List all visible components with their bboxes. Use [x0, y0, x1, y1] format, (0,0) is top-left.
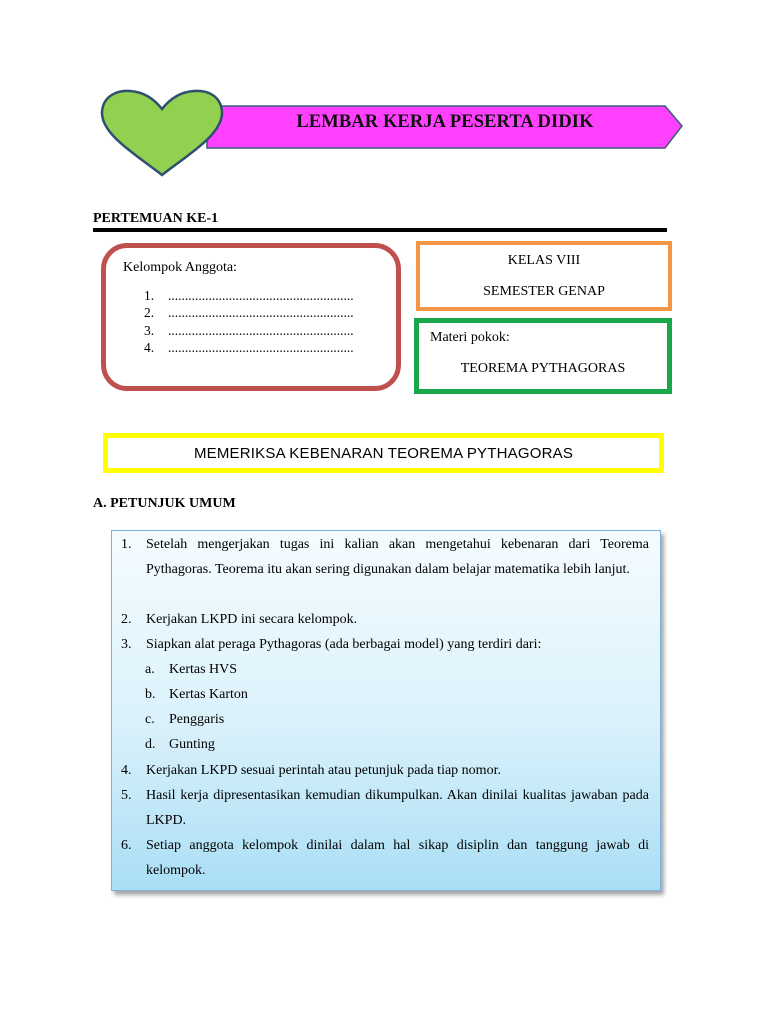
instruction-number: 2.: [121, 612, 132, 627]
tool-letter: d.: [145, 737, 156, 752]
instruction-number: 1.: [121, 537, 132, 552]
instruction-number: 6.: [121, 838, 132, 853]
instruction-item: [121, 758, 649, 783]
instruction-text: Siapkan alat peraga Pythagoras (ada berbagai model) yang terdiri dari:: [146, 637, 542, 652]
member-line[interactable]: [144, 322, 354, 339]
instruction-item: [121, 532, 649, 582]
semester-label: SEMESTER GENAP: [483, 284, 605, 299]
instruction-number: 3.: [121, 637, 132, 652]
instruction-item: [121, 632, 649, 657]
instruction-text: Setiap anggota kelompok dinilai dalam hal sikap disiplin dan tanggung jawab di kelompok.: [146, 838, 649, 878]
tool-item: [145, 657, 445, 682]
member-blank: .......................................................: [168, 305, 354, 321]
class-info-box: [416, 241, 672, 311]
member-blank: .......................................................: [168, 322, 354, 338]
tool-text: Kertas Karton: [169, 687, 248, 702]
instruction-number: 4.: [121, 763, 132, 778]
material-label: Materi pokok:: [430, 330, 510, 345]
title-banner: [95, 86, 685, 186]
tool-item: [145, 732, 445, 757]
member-number: 3.: [144, 322, 155, 338]
instruction-item: [121, 607, 649, 632]
member-line[interactable]: [144, 304, 354, 321]
section-a-title: A. PETUNJUK UMUM: [93, 496, 236, 511]
tool-letter: a.: [145, 662, 155, 677]
instruction-text: Kerjakan LKPD sesuai perintah atau petunjuk pada tiap nomor.: [146, 763, 501, 778]
member-number: 4.: [144, 339, 155, 355]
member-blank: .......................................................: [168, 339, 354, 355]
instruction-number: 5.: [121, 788, 132, 803]
group-title: Kelompok Anggota:: [123, 260, 237, 275]
instruction-text: Kerjakan LKPD ini secara kelompok.: [146, 612, 358, 627]
member-list: [144, 287, 354, 356]
class-label: KELAS VIII: [507, 253, 581, 268]
instruction-item: [121, 783, 649, 833]
instruction-text: Hasil kerja dipresentasikan kemudian dikumpulkan. Akan dinilai kualitas jawaban pada LKPD.: [146, 788, 649, 828]
heart-icon: [102, 91, 222, 175]
instruction-item: [121, 833, 649, 883]
tool-text: Gunting: [169, 737, 215, 752]
member-blank: .......................................................: [168, 288, 354, 303]
header-divider: [93, 228, 667, 232]
member-number: 1.: [144, 288, 155, 303]
member-number: 2.: [144, 305, 155, 321]
tool-text: Penggaris: [169, 712, 225, 727]
tool-text: Kertas HVS: [169, 662, 238, 677]
activity-heading: MEMERIKSA KEBENARAN TEOREMA PYTHAGORAS: [193, 445, 574, 462]
meeting-label: PERTEMUAN KE-1: [93, 211, 219, 226]
member-line[interactable]: [144, 287, 354, 304]
member-line[interactable]: [144, 339, 354, 356]
instruction-text: Setelah mengerjakan tugas ini kalian akan mengetahui kebenaran dari Teorema Pythagoras. Teorema itu akan sering digunakan dalam belajar matematika lebih lanjut.: [146, 537, 649, 577]
tool-item: [145, 682, 445, 707]
worksheet-title: LEMBAR KERJA PESERTA DIDIK: [296, 112, 594, 132]
tool-letter: c.: [145, 712, 155, 727]
material-topic: TEOREMA PYTHAGORAS: [460, 361, 626, 376]
tool-item: [145, 707, 445, 732]
tool-letter: b.: [145, 687, 156, 702]
